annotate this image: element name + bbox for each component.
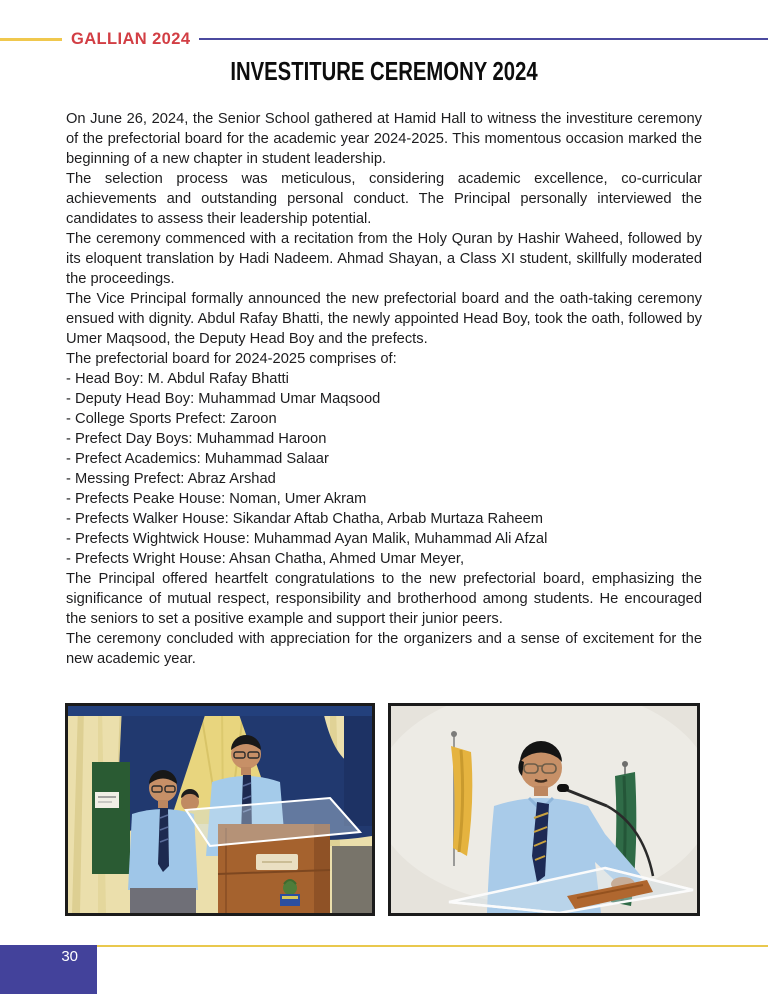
yearbook-brand: GALLIAN 2024 <box>71 29 191 48</box>
paragraph: On June 26, 2024, the Senior School gathered at Hamid Hall to witness the investiture ceremony of the prefectorial board for the academic year 2024-2025. This momentous occasion marked the beginning of a new chapter in student leadership. <box>66 111 702 167</box>
photo-strip <box>65 703 700 916</box>
board-member: - Prefect Academics: Muhammad Salaar <box>66 451 329 467</box>
board-member: - Prefects Wightwick House: Muhammad Ayan Malik, Muhammad Ali Afzal <box>66 531 548 547</box>
masthead-yellow-rule <box>0 38 62 41</box>
footer-yellow-rule <box>97 945 768 947</box>
board-member: - Messing Prefect: Abraz Arshad <box>66 471 276 487</box>
photo-prefect-speaking <box>388 703 700 916</box>
paragraph: The selection process was meticulous, considering academic excellence, co-curricular achievements and outstanding personal conduct. The Principal personally interviewed the candidates to assess their leadership potential. <box>66 171 702 227</box>
paragraph: The Vice Principal formally announced the new prefectorial board and the oath-taking ceremony ensued with dignity. Abdul Rafay Bhatti, the newly appointed Head Boy, took the oath, followed by Umer Maqsood, the Deputy Head Boy and the prefects. <box>66 291 702 347</box>
article-body <box>66 109 702 669</box>
page-number: 30 <box>61 948 78 965</box>
page-masthead <box>0 30 768 48</box>
photo-left-illustration <box>68 706 372 913</box>
board-intro: The prefectorial board for 2024-2025 comprises of: <box>66 351 397 367</box>
board-member: - Prefects Wright House: Ahsan Chatha, Ahmed Umar Meyer, <box>66 551 465 567</box>
page-title: INVESTITURE CEREMONY 2024 <box>230 56 538 86</box>
paragraph: The ceremony commenced with a recitation from the Holy Quran by Hashir Waheed, followed by its eloquent translation by Hadi Nadeem. Ahmad Shayan, a Class XI student, skillfully moderated the proceedings. <box>66 231 702 287</box>
board-member: - Deputy Head Boy: Muhammad Umar Maqsood <box>66 391 381 407</box>
board-member: - Prefects Peake House: Noman, Umer Akram <box>66 491 367 507</box>
board-member: - Prefect Day Boys: Muhammad Haroon <box>66 431 327 447</box>
board-member: - College Sports Prefect: Zaroon <box>66 411 277 427</box>
paragraph: The ceremony concluded with appreciation for the organizers and a sense of excitement for the new academic year. <box>66 631 702 667</box>
photo-prefects-at-podium <box>65 703 375 916</box>
photo-right-illustration <box>391 706 697 913</box>
page-number-badge <box>0 945 97 994</box>
masthead-blue-rule <box>199 38 768 41</box>
board-member: - Head Boy: M. Abdul Rafay Bhatti <box>66 371 289 387</box>
article-title-row <box>0 56 768 87</box>
paragraph: The Principal offered heartfelt congratulations to the new prefectorial board, emphasizing the significance of mutual respect, responsibility and brotherhood among students. He encouraged the seniors to set a positive example and support their junior peers. <box>66 571 702 627</box>
board-member: - Prefects Walker House: Sikandar Aftab Chatha, Arbab Murtaza Raheem <box>66 511 544 527</box>
